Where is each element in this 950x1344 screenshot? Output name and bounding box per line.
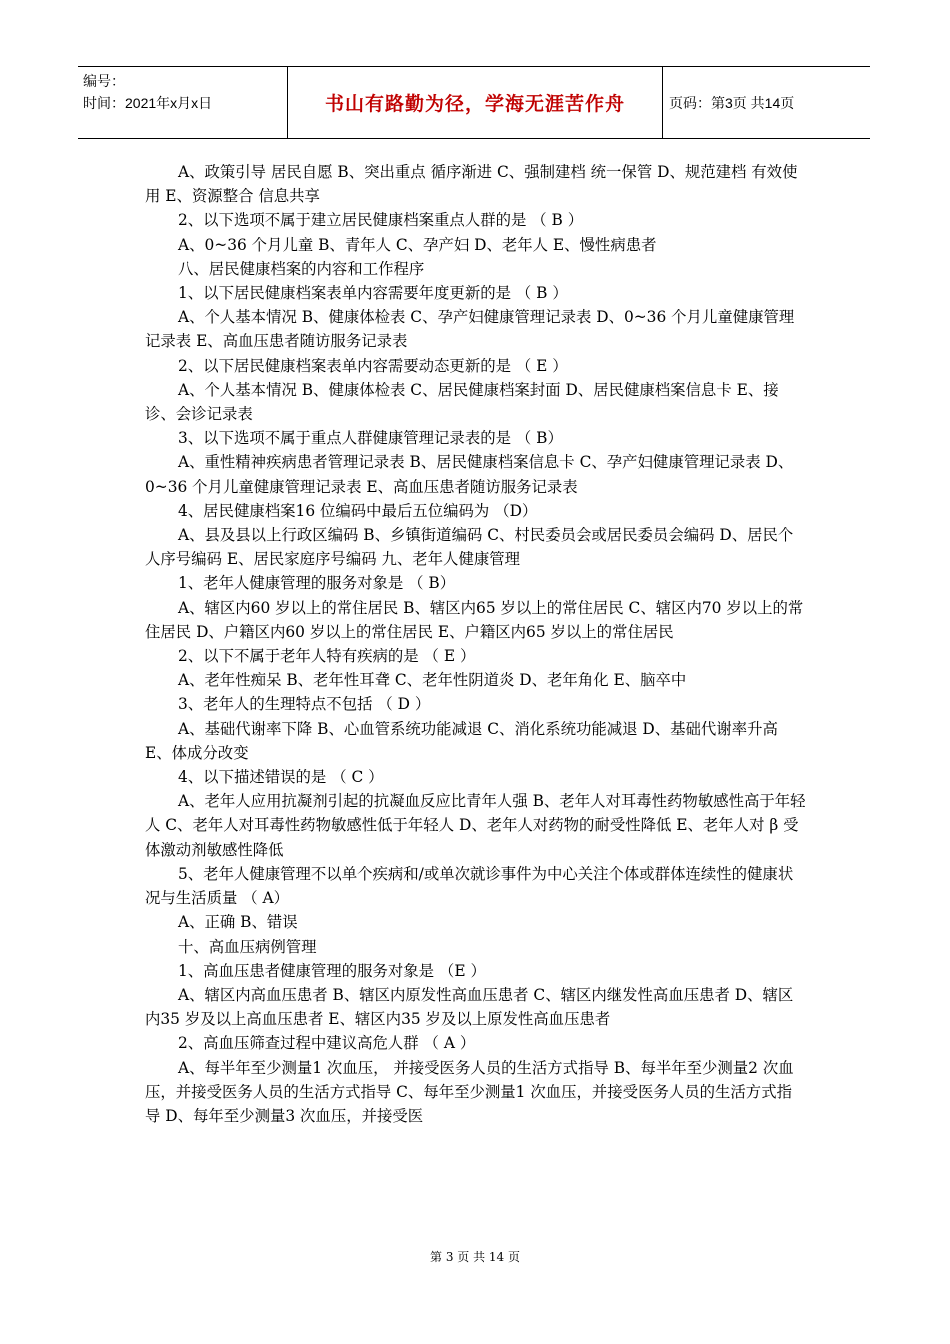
paragraph: 5、老年人健康管理不以单个疾病和/或单次就诊事件为中心关注个体或群体连续性的健康状 况与生活质量 （ A）: [145, 864, 794, 908]
paragraph: A、辖区内60 岁以上的常住居民 B、辖区内65 岁以上的常住居民 C、辖区内70 岁以上的常住居民 D、户籍区内60 岁以上的常住居民 E、户籍区内65 岁以上的常住居民: [145, 598, 804, 641]
paragraph: A、个人基本情况 B、健康体检表 C、居民健康档案封面 D、居民健康档案信息卡 E、接诊、会诊记录表: [145, 380, 779, 424]
paragraph: A、政策引导 居民自愿 B、突出重点 循序渐进 C、强制建档 统一保管 D、规范建档 有效使用 E、资源整合 信息共享: [145, 163, 798, 206]
paragraph: 2、以下选项不属于建立居民健康档案重点人群的是 （ B ）: [178, 211, 584, 230]
section-heading: 十、高血压病例管理: [178, 937, 317, 956]
header-motto: 书山有路勤为径，学海无涯苦作舟: [288, 67, 663, 138]
header-page-info: 页码：第3页 共14页: [669, 94, 795, 111]
paragraph: 1、老年人健康管理的服务对象是 （ B）: [178, 574, 456, 593]
paragraph: A、老年性痴呆 B、老年性耳聋 C、老年性阴道炎 D、老年角化 E、脑卒中: [178, 671, 687, 690]
page-header: [78, 66, 870, 139]
header-meta: [78, 67, 288, 138]
section-heading: 八、居民健康档案的内容和工作程序: [178, 259, 425, 278]
paragraph: 2、高血压筛查过程中建议高危人群 （ A ）: [178, 1034, 476, 1053]
page-footer: 第 3 页 共 14 页: [430, 1250, 520, 1264]
paragraph: A、正确 B、错误: [178, 913, 298, 932]
paragraph: A、县及县以上行政区编码 B、乡镇街道编码 C、村民委员会或居民委员会编码 D、居民个人序号编码 E、居民家庭序号编码 九、老年人健康管理: [145, 526, 794, 569]
paragraph: A、辖区内高血压患者 B、辖区内原发性高血压患者 C、辖区内继发性高血压患者 D、辖区内35 岁及以上高血压患者 E、辖区内35 岁及以上原发性高血压患者: [145, 985, 794, 1029]
header-number-label: 编号：: [83, 73, 125, 89]
paragraph: A、每半年至少测量1 次血压， 并接受医务人员的生活方式指导 B、每半年至少测量2 次血压，并接受医务人员的生活方式指导 C、每年至少测量1 次血压，并接受医务人员的生活方式指导 D、每年至少测量3 次血压，并接受医: [145, 1058, 794, 1125]
paragraph: 1、以下居民健康档案表单内容需要年度更新的是 （ B ）: [178, 284, 568, 303]
paragraph: A、0~36 个月儿童 B、青年人 C、孕产妇 D、老年人 E、慢性病患者: [178, 235, 657, 254]
paragraph: 3、以下选项不属于重点人群健康管理记录表的是 （ B）: [178, 429, 563, 448]
paragraph: 2、以下居民健康档案表单内容需要动态更新的是 （ E ）: [178, 356, 568, 375]
document-body: [145, 160, 807, 1128]
paragraph: 3、老年人的生理特点不包括 （ D ）: [178, 695, 431, 714]
paragraph: 4、居民健康档案16 位编码中最后五位编码为 （D）: [178, 501, 538, 520]
paragraph: 1、高血压患者健康管理的服务对象是 （E ）: [178, 961, 486, 980]
header-date: 时间：2021年x月x日: [83, 95, 213, 111]
paragraph: A、老年人应用抗凝剂引起的抗凝血反应比青年人强 B、老年人对耳毒性药物敏感性高于年轻人 C、老年人对耳毒性药物敏感性低于年轻人 D、老年人对药物的耐受性降低 E、老年人对 β 受体激动剂敏感性降低: [145, 792, 806, 859]
paragraph: 4、以下描述错误的是 （ C ）: [178, 768, 384, 787]
paragraph: A、重性精神疾病患者管理记录表 B、居民健康档案信息卡 C、孕产妇健康管理记录表 D、0~36 个月儿童健康管理记录表 E、高血压患者随访服务记录表: [145, 453, 794, 496]
paragraph: A、个人基本情况 B、健康体检表 C、孕产妇健康管理记录表 D、0~36 个月儿童健康管理记录表 E、高血压患者随访服务记录表: [145, 308, 795, 351]
paragraph: A、基础代谢率下降 B、心血管系统功能减退 C、消化系统功能减退 D、基础代谢率升高 E、体成分改变: [145, 719, 778, 762]
paragraph: 2、以下不属于老年人特有疾病的是 （ E ）: [178, 647, 476, 666]
